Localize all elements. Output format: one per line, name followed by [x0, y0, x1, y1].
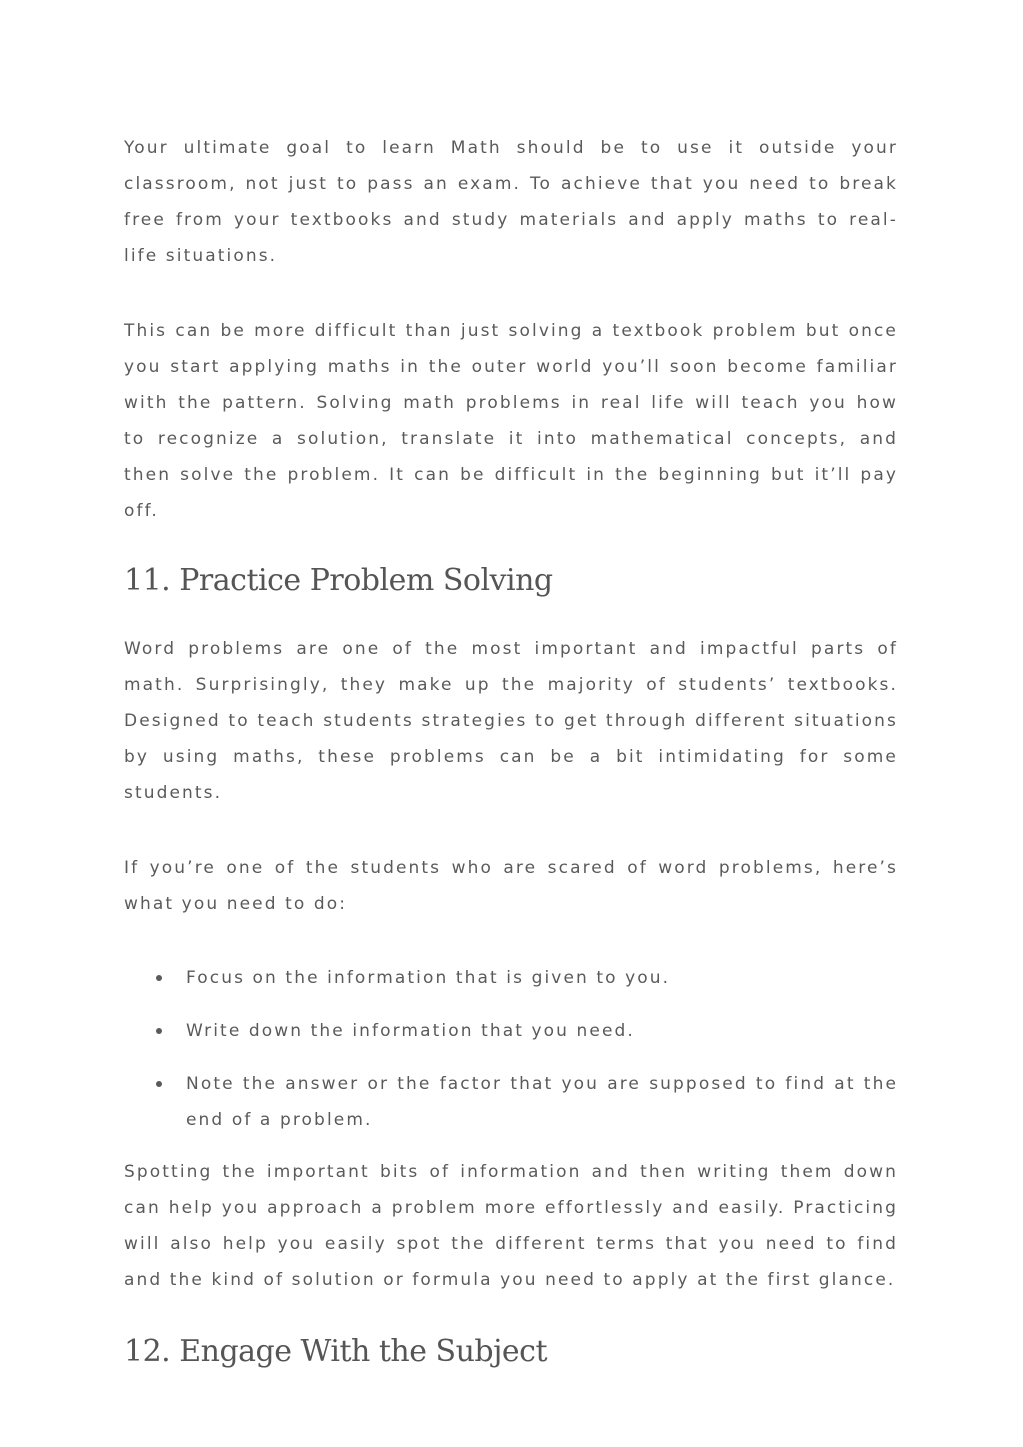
list-item-text: Write down the information that you need. — [186, 1021, 635, 1041]
section-heading-engage-with-subject: 12. Engage With the Subject — [124, 1334, 548, 1369]
bullet-icon — [156, 975, 162, 981]
paragraph-scared-of-word-problems: If you’re one of the students who are scared of word problems, here’s what you need to do: — [124, 858, 898, 914]
list-item — [124, 1013, 898, 1049]
list-item — [124, 1066, 898, 1138]
list-item — [124, 960, 898, 996]
paragraph-real-life-math: Your ultimate goal to learn Math should be to use it outside your classroom, not just to pass an exam. To achieve that you need to break free from your textbooks and study materials and apply maths to real-life situations. — [124, 138, 898, 266]
bullet-icon — [156, 1028, 162, 1034]
bullet-icon — [156, 1081, 162, 1087]
paragraph-spotting-information: Spotting the important bits of information and then writing them down can help you approach a problem more effortlessly and easily. Practicing will also help you easily spot the different terms that you need to find and the kind of solution or formula you need to apply at the first glance. — [124, 1162, 898, 1290]
paragraph-outer-world: This can be more difficult than just solving a textbook problem but once you start applying maths in the outer world you’ll soon become familiar with the pattern. Solving math problems in real life will teach you how to recognize a solution, translate it into mathematical concepts, and then solve the problem. It can be difficult in the beginning but it’ll pay off. — [124, 321, 898, 521]
document-page — [124, 130, 898, 1372]
tips-list — [124, 960, 898, 1138]
paragraph-word-problems: Word problems are one of the most important and impactful parts of math. Surprisingly, they make up the majority of students’ textbooks. Designed to teach students strategies to get through different situations by using maths, these problems can be a bit intimidating for some students. — [124, 639, 898, 803]
list-item-text: Note the answer or the factor that you are supposed to find at the end of a problem. — [186, 1074, 898, 1130]
list-item-text: Focus on the information that is given to you. — [186, 968, 671, 988]
section-heading-practice-problem-solving: 11. Practice Problem Solving — [124, 563, 553, 598]
